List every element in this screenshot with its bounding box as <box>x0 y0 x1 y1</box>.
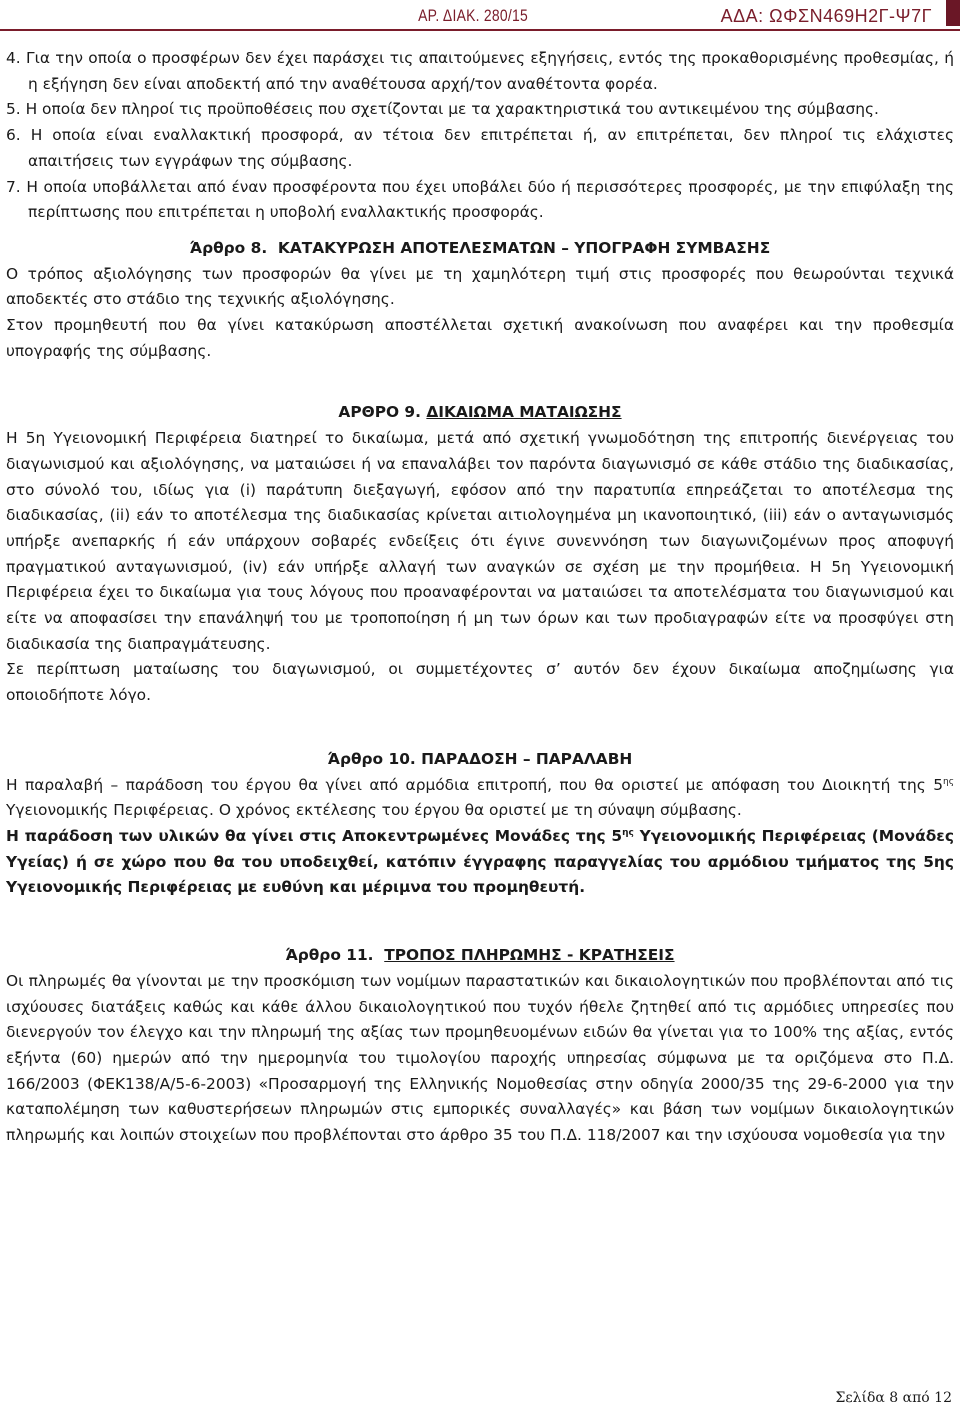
article-11-title: ΤΡΟΠΟΣ ΠΛΗΡΩΜΗΣ - ΚΡΑΤΗΣΕΙΣ <box>384 946 675 965</box>
header-rule <box>0 29 960 31</box>
article-11-paragraph-1: Οι πληρωμές θα γίνονται με την προσκόμιση των νομίμων παραστατικών και δικαιολογητικών που προβλέπονται από τις ισχύουσες διατάξεις καθώς και κάθε άλλου δικαιολογητικού που τυχόν ήθελε ζητηθεί από τις αρμόδιες υπηρεσίες που διενεργούν τον έλεγχο και την πληρωμή της αξίας των προμηθευομένων ειδών θα γίνεται για το 100% της αξίας, εντός εξήντα (60) ημερών από την ημερομηνία του τιμολογίου παροχής υπηρεσίας σύμφωνα με τα οριζόμενα στο Π.Δ. 166/2003 (ΦΕΚ138/Α/5-6-2003) «Προσαρμογή της Ελληνικής Νομοθεσίας στην οδηγία 2000/35 της 29-6-2000 για την καταπολέμηση των καθυστερήσεων πληρωμών στις εμπορικές συναλλαγές» και βάση των νομίμων δικαιολογητικών πληρωμής και λοιπών στοιχείων που προβλέπονται στο άρθρο 35 του Π.Δ. 118/2007 και την ισχύουσα νομοθεσία για την <box>6 971 954 1145</box>
article-8-title: ΚΑΤΑΚΥΡΩΣΗ ΑΠΟΤΕΛΕΣΜΑΤΩΝ – ΥΠΟΓΡΑΦΗ ΣΥΜΒΑΣΗΣ <box>277 238 771 257</box>
ada-code: ΑΔΑ: ΩΦΣΝ469Η2Γ-Ψ7Γ <box>720 6 932 26</box>
article-11-heading <box>6 943 954 969</box>
corner-marker <box>946 0 960 26</box>
article-8-paragraph-2: Στον προμηθευτή που θα γίνει κατακύρωση αποστέλλεται σχετική ανακοίνωση που αναφέρει και την προθεσμία υπογραφής της σύμβασης. <box>6 316 954 360</box>
article-10-paragraph-1: Η παραλαβή – παράδοση του έργου θα γίνει από αρμόδια επιτροπή, που θα οριστεί με απόφαση του Διοικητή της $5^{\eta\varsigma}$ Υγειονομικής Περιφέρειας. Ο χρόνος εκτέλεσης του έργου θα οριστεί με τη σύναψη σύμβασης. <box>6 775 954 820</box>
document-body <box>6 46 954 1149</box>
reference-number: ΑΡ. ΔΙΑΚ. 280/15 <box>418 6 528 25</box>
article-9-paragraph-1: Η 5η Υγειονομική Περιφέρεια διατηρεί το δικαίωμα, μετά από σχετική γνωμοδότηση της επιτροπής διενέργειας του διαγωνισμού και αξιολόγησης, να ματαιώσει ή να επαναλάβει τον παρόντα διαγωνισμό σε κάθε στάδιο της διαδικασίας, στο σύνολό του, ιδίως για (i) παράτυπη διεξαγωγή, εφόσον από την παρατυπία επηρεάζεται το αποτέλεσμα της διαδικασίας, (ii) εάν το αποτέλεσμα της διαδικασίας κρίνεται αιτιολογημένα μη ικανοποιητικό, (iii) εάν ο ανταγωνισμός υπήρξε ανεπαρκής ή εάν υπάρχουν σοβαρές ενδείξεις ότι έγινε συνεννόηση των διαγωνιζομένων προς αποφυγή πραγματικού ανταγωνισμού, (iv) εάν υπήρξε αλλαγή των αναγκών σε σχέση με την προμήθεια. Η 5η Υγειονομική Περιφέρεια έχει το δικαίωμα για τους λόγους που προαναφέρονται να ματαιώσει τα αποτελέσματα του διαγωνισμού και είτε να αποφασίσει την επανάληψή του με τροποποίηση ή μη των όρων και των προδιαγραφών είτε να προσφύγει στη διαδικασία της διαπραγμάτευσης. <box>6 429 954 653</box>
article-9-title: ΔΙΚΑΙΩΜΑ ΜΑΤΑΙΩΣΗΣ <box>426 403 622 422</box>
article-10-title: ΠΑΡΑΔΟΣΗ – ΠΑΡΑΛΑΒΗ <box>421 749 633 768</box>
article-9-label: ΑΡΘΡΟ 9. <box>338 403 421 422</box>
page-header <box>0 6 946 28</box>
article-10-paragraph-2: Η παράδοση των υλικών θα γίνει στις Αποκεντρωμένες Μονάδες της $5^{\eta\varsigma}$ Υγειονομικής Περιφέρειας (Μονάδες Υγείας) ή σε χώρο που θα του υποδειχθεί, κατόπιν έγγραφης παραγγελίας του αρμόδιου τμήματος της 5ης Υγειονομικής Περιφέρειας με ευθύνη και μέριμνα του προμηθευτή. <box>6 826 954 897</box>
list-item: 4. Για την οποία ο προσφέρων δεν έχει παράσχει τις απαιτούμενες εξηγήσεις, εντός της προκαθορισμένης προθεσμίας, ή η εξήγηση δεν είναι αποδεκτή από την αναθέτουσα αρχή/τον αναθέτοντα φορέα. <box>6 49 954 93</box>
article-9-heading <box>6 400 954 426</box>
article-10-label: Άρθρο 10. <box>327 749 416 768</box>
article-10-heading <box>6 747 954 773</box>
article-9-paragraph-2: Σε περίπτωση ματαίωσης του διαγωνισμού, οι συμμετέχοντες σ’ αυτόν δεν έχουν δικαίωμα αποζημίωσης για οποιοδήποτε λόγο. <box>6 660 954 705</box>
page-number: Σελίδα 8 από 12 <box>835 1390 952 1406</box>
article-11-label: Άρθρο 11. <box>285 946 374 965</box>
list-item: 6. Η οποία είναι εναλλακτική προσφορά, αν τέτοια δεν επιτρέπεται ή, αν επιτρέπεται, δεν πληροί τις ελάχιστες απαιτήσεις των εγγράφων της σύμβασης. <box>6 126 954 170</box>
article-8-paragraph-1: Ο τρόπος αξιολόγησης των προσφορών θα γίνει με τη χαμηλότερη τιμή στις προσφορές που θεωρούνται τεχνικά αποδεκτές στο στάδιο της τεχνικής αξιολόγησης. <box>6 264 954 309</box>
list-item: 7. Η οποία υποβάλλεται από έναν προσφέροντα που έχει υποβάλει δύο ή περισσότερες προσφορές, με την επιφύλαξη της περίπτωσης που επιτρέπεται η υποβολή εναλλακτικής προσφοράς. <box>6 177 954 222</box>
article-8-heading <box>6 236 954 262</box>
article-8-label: Άρθρο 8. <box>189 238 268 257</box>
list-item: 5. Η οποία δεν πληροί τις προϋποθέσεις που σχετίζονται με τα χαρακτηριστικά του αντικειμένου της σύμβασης. <box>6 100 879 119</box>
